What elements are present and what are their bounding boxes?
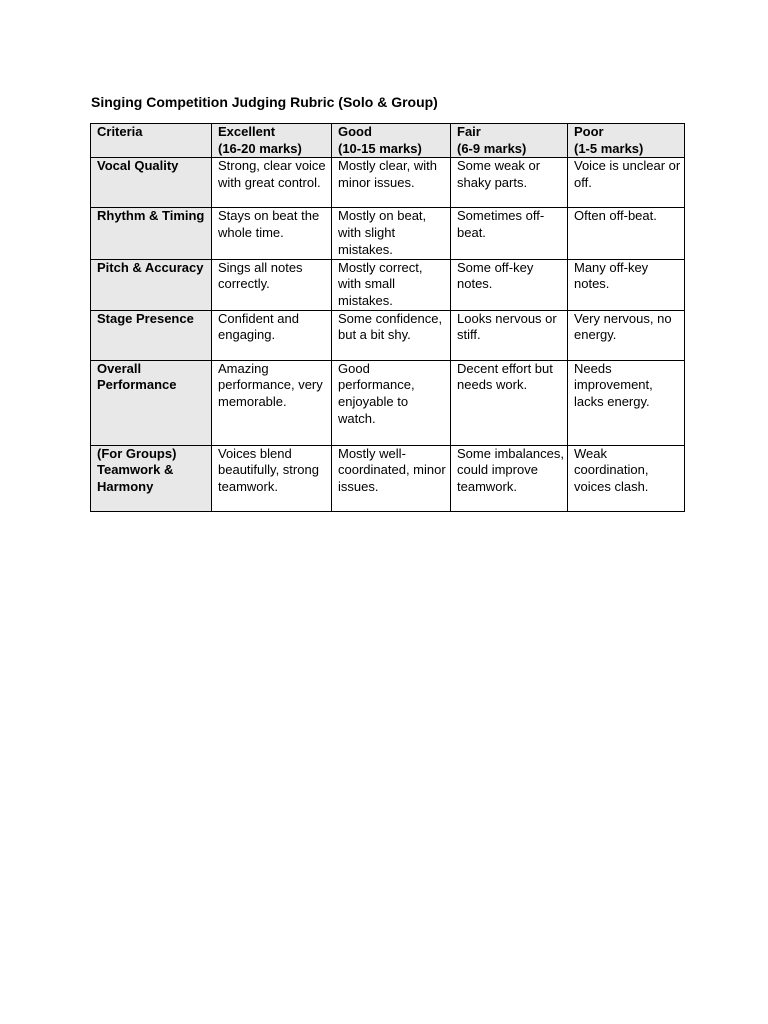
good-cell: Mostly correct, with small mistakes. xyxy=(332,259,451,310)
header-label: Poor xyxy=(574,124,604,139)
poor-cell: Needs improvement, lacks energy. xyxy=(568,360,685,445)
header-good xyxy=(332,124,451,158)
rubric-table xyxy=(90,123,685,512)
fair-cell: Sometimes off-beat. xyxy=(451,208,568,259)
good-cell: Mostly on beat, with slight mistakes. xyxy=(332,208,451,259)
fair-cell: Some weak or shaky parts. xyxy=(451,158,568,208)
header-range: (10-15 marks) xyxy=(338,140,422,156)
header-poor xyxy=(568,124,685,158)
criteria-cell: Stage Presence xyxy=(91,310,212,360)
header-range: (1-5 marks) xyxy=(574,140,644,156)
excellent-cell: Stays on beat the whole time. xyxy=(212,208,332,259)
criteria-cell: (For Groups) Teamwork & Harmony xyxy=(91,445,212,511)
poor-cell: Many off-key notes. xyxy=(568,259,685,310)
header-fair xyxy=(451,124,568,158)
header-label: Criteria xyxy=(97,124,143,139)
criteria-cell: Pitch & Accuracy xyxy=(91,259,212,310)
poor-cell: Weak coordination, voices clash. xyxy=(568,445,685,511)
fair-cell: Looks nervous or stiff. xyxy=(451,310,568,360)
fair-cell: Some imbalances, could improve teamwork. xyxy=(451,445,568,511)
header-label: Fair xyxy=(457,124,481,139)
header-range: (6-9 marks) xyxy=(457,140,527,156)
table-row xyxy=(91,310,685,360)
good-cell: Good performance, enjoyable to watch. xyxy=(332,360,451,445)
header-excellent xyxy=(212,124,332,158)
table-row xyxy=(91,360,685,445)
poor-cell: Very nervous, no energy. xyxy=(568,310,685,360)
fair-cell: Some off-key notes. xyxy=(451,259,568,310)
good-cell: Some confidence, but a bit shy. xyxy=(332,310,451,360)
header-label: Excellent xyxy=(218,124,276,139)
good-cell: Mostly well-coordinated, minor issues. xyxy=(332,445,451,511)
criteria-cell: Overall Performance xyxy=(91,360,212,445)
table-row xyxy=(91,259,685,310)
table-row xyxy=(91,445,685,511)
page-title: Singing Competition Judging Rubric (Solo & Group) xyxy=(91,94,438,110)
table-row xyxy=(91,208,685,259)
criteria-cell: Rhythm & Timing xyxy=(91,208,212,259)
excellent-cell: Amazing performance, very memorable. xyxy=(212,360,332,445)
table-row xyxy=(91,158,685,208)
excellent-cell: Confident and engaging. xyxy=(212,310,332,360)
header-label: Good xyxy=(338,124,372,139)
excellent-cell: Voices blend beautifully, strong teamwork. xyxy=(212,445,332,511)
header-criteria xyxy=(91,124,212,158)
excellent-cell: Sings all notes correctly. xyxy=(212,259,332,310)
good-cell: Mostly clear, with minor issues. xyxy=(332,158,451,208)
excellent-cell: Strong, clear voice with great control. xyxy=(212,158,332,208)
poor-cell: Voice is unclear or off. xyxy=(568,158,685,208)
header-range: (16-20 marks) xyxy=(218,140,302,156)
table-header-row xyxy=(91,124,685,158)
poor-cell: Often off-beat. xyxy=(568,208,685,259)
fair-cell: Decent effort but needs work. xyxy=(451,360,568,445)
criteria-cell: Vocal Quality xyxy=(91,158,212,208)
